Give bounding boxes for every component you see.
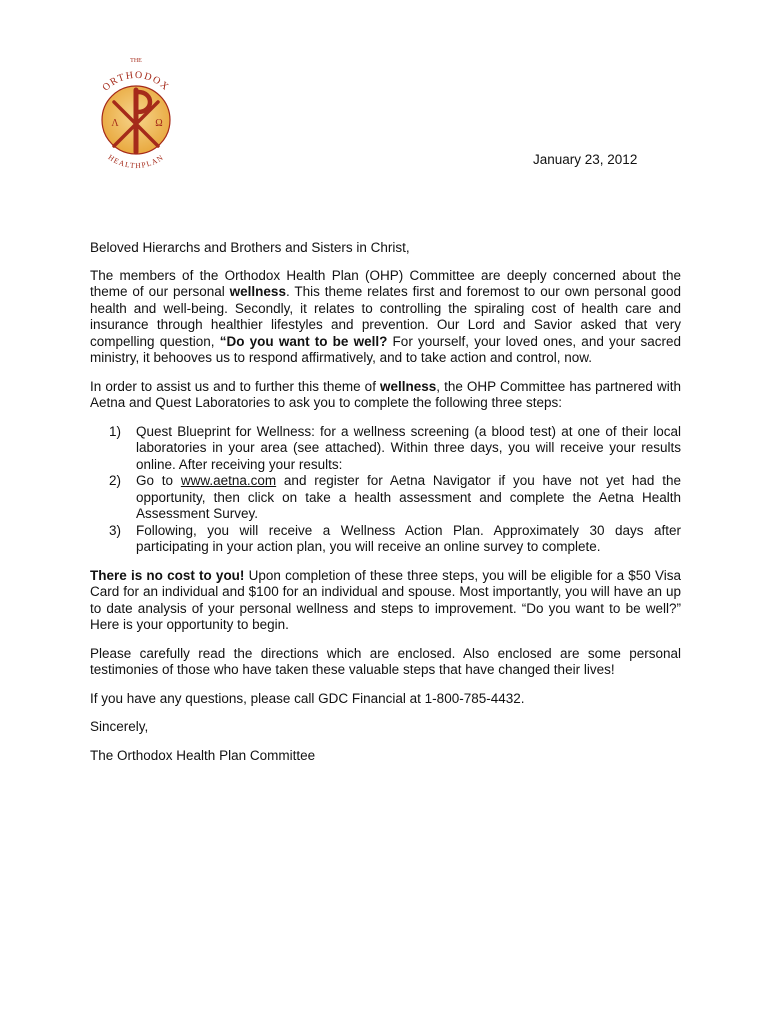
aetna-link[interactable]: www.aetna.com: [180, 473, 277, 488]
paragraph-intro-bold-question: “Do you want to be well?: [219, 333, 388, 349]
salutation: Beloved Hierarchs and Brothers and Sisters in Christ,: [90, 240, 410, 255]
step-text: Following, you will receive a Wellness Action Plan. Approximately 30 days after participating in your action plan, you will receive an online survey to complete.: [136, 522, 681, 554]
step-item: [90, 523, 681, 556]
logo-the-text: THE: [130, 58, 142, 64]
closing: Sincerely,: [90, 719, 149, 734]
letter-body: [90, 240, 681, 776]
paragraph-partnership-bold: wellness: [380, 378, 437, 394]
paragraph-directions: Please carefully read the directions which are enclosed. Also enclosed are some personal testimonies of those who have taken these valuable steps that have changed their lives!: [90, 645, 681, 677]
paragraph-partnership-text-b: , the OHP Committee has partnered with Aetna and Quest Laboratories to ask you to complete the following three steps:: [90, 378, 681, 410]
paragraph-partnership: [90, 379, 681, 412]
no-cost-bold: There is no cost to you!: [90, 567, 245, 583]
logo-alpha: Λ: [111, 118, 119, 129]
paragraph-intro-bold-wellness: wellness: [229, 284, 286, 299]
paragraph-intro: [90, 268, 681, 367]
step-number: 3): [109, 522, 122, 538]
paragraph-partnership-text-a: In order to assist us and to further this theme of: [90, 378, 381, 394]
paragraph-no-cost: [90, 568, 681, 634]
logo-healthplan-text: HEALTHPLAN: [106, 152, 166, 171]
step-text-pre: Go to: [136, 473, 181, 488]
paragraph-questions: If you have any questions, please call GDC Financial at 1-800-785-4432.: [90, 690, 525, 706]
step-number: 2): [109, 473, 122, 488]
orthodox-health-plan-logo: [82, 52, 190, 184]
logo-omega: Ω: [155, 118, 163, 129]
logo-orthodox-text: ORTHODOX: [100, 69, 172, 94]
letter-date: January 23, 2012: [533, 152, 638, 167]
steps-list: [90, 424, 681, 556]
paragraph-intro-text-b: . This theme relates first and foremost to our own personal good health and well-being. Secondly, it relates to controlling the spiraling cost of health care and insurance through healthier lifestyles and prevention. Our Lord and Savior asked that very compelling question,: [90, 284, 681, 349]
paragraph-intro-text-c: For yourself, your loved ones, and your sacred ministry, it behooves us to respond affirmatively, and to take action and control, now.: [90, 333, 681, 365]
step-text: Quest Blueprint for Wellness: for a wellness screening (a blood test) at one of their local laboratories in your area (see attached). Within three days, you will receive your results online. After receiving your results:: [136, 423, 681, 472]
step-text-post: and register for Aetna Navigator if you have not yet had the opportunity, then click on take a health assessment and complete the Aetna Health Assessment Survey.: [136, 473, 681, 521]
signature: The Orthodox Health Plan Committee: [90, 747, 316, 763]
step-item: [90, 473, 681, 523]
step-item: [90, 424, 681, 474]
paragraph-intro-text-a: The members of the Orthodox Health Plan (OHP) Committee are deeply concerned about the theme of our personal: [90, 267, 681, 299]
no-cost-text: Upon completion of these three steps, you will be eligible for a $50 Visa Card for an individual and $100 for an individual and spouse. Most importantly, you will have an up to date analysis of your personal wellness and steps to improvement. “Do you want to be well?” Here is your opportunity to begin.: [90, 567, 681, 632]
step-number: 1): [109, 423, 122, 439]
